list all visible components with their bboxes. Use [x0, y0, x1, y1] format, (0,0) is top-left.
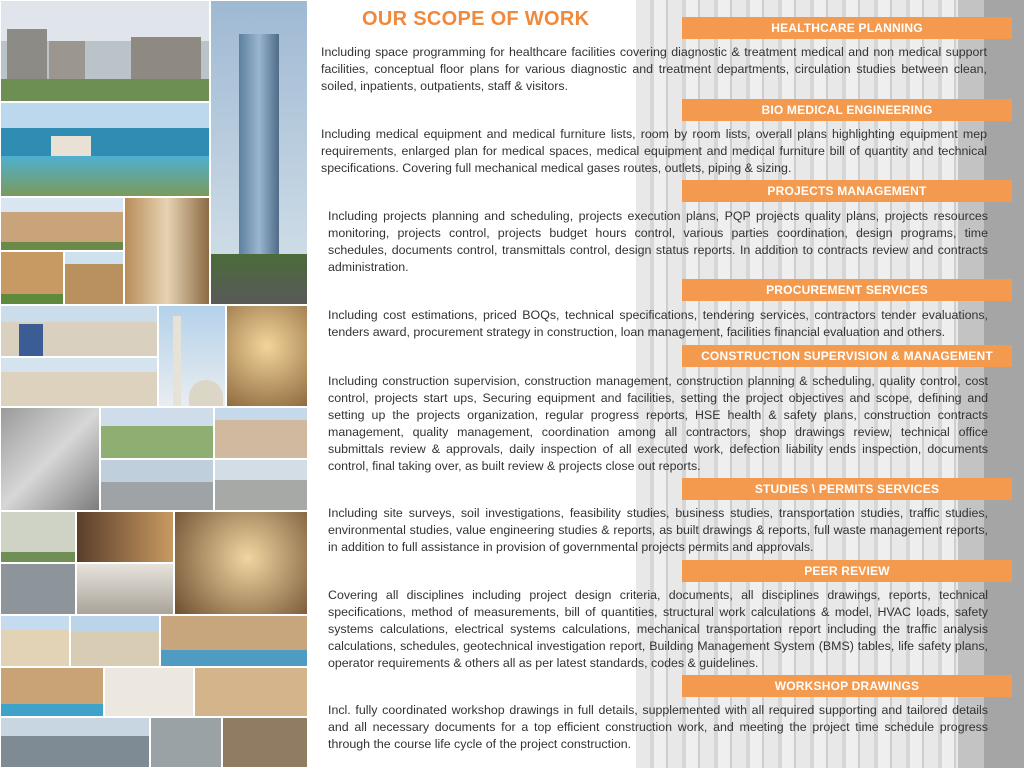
- heading-bio-medical-engineering: BIO MEDICAL ENGINEERING: [682, 99, 1012, 121]
- heading-peer-review: PEER REVIEW: [682, 560, 1012, 582]
- photo-bridge: [0, 717, 150, 768]
- photo-tower: [210, 0, 308, 305]
- photo-white-villa: [104, 667, 194, 717]
- photo-resort-beach: [0, 102, 210, 197]
- photo-factory: [100, 459, 214, 511]
- page-title: OUR SCOPE OF WORK: [362, 8, 590, 30]
- photo-villas: [0, 197, 124, 251]
- text-bio-medical-engineering: Including medical equipment and medical furniture lists, room by room lists, overall plans highlighting equipment mep requirements, enlarged plan for medical spaces, medical equipment and medical furniture bill of quantity and technical specifications. Covering full mechanical medical gases routes, outlets, piping & sizing.: [321, 127, 987, 175]
- text-procurement-services: Including cost estimations, priced BOQs, technical specifications, tendering services, contractors tender evaluations, tenders award, procurement strategy in construction, loan management, facilities financial evaluation and others.: [328, 308, 988, 339]
- photo-school: [0, 305, 158, 357]
- text-studies-permits: Including site surveys, soil investigations, feasibility studies, business studies, transportation studies, traffic studies, environmental studies, value engineering studies & reports, as built drawings & reports, full waste management reports, in addition to full assistance in provision of governmental projects permits and approvals.: [328, 506, 988, 554]
- photo-mosque: [158, 305, 226, 407]
- heading-projects-management: PROJECTS MANAGEMENT: [682, 180, 1012, 202]
- photo-site-works: [222, 717, 308, 768]
- photo-refinery: [214, 459, 308, 511]
- photo-pool-villas: [0, 667, 104, 717]
- scope-content: [308, 0, 1024, 768]
- photo-hospital: [214, 407, 308, 459]
- photo-stone-villa: [194, 667, 308, 717]
- photo-facade-green: [0, 511, 76, 563]
- photo-city-square: [0, 0, 210, 102]
- photo-warehouse: [0, 563, 76, 615]
- photo-palace: [0, 615, 70, 667]
- photo-modern-interior: [76, 563, 174, 615]
- photo-waterfront: [160, 615, 308, 667]
- heading-construction-supervision: CONSTRUCTION SUPERVISION & MANAGEMENT: [682, 345, 1012, 367]
- heading-workshop-drawings: WORKSHOP DRAWINGS: [682, 675, 1012, 697]
- photo-collage: [0, 0, 308, 768]
- photo-mall-atrium: [124, 197, 210, 305]
- photo-long-building: [0, 357, 158, 407]
- photo-grand-lobby: [174, 511, 308, 615]
- text-peer-review: Covering all disciplines including project design criteria, documents, all disciplines drawings, reports, technical specifications, method of measurements, bill of quantities, structural work calculations & model, HVAC loads, safety systems calculations, electrical systems calculations, mechanical transportation report including the traffic analysis calculations, schedules, geotechnical investigation report, Building Management System (BMS) tables, life safety plans, operator requirements & others all as per latest standards, codes & guidelines.: [328, 588, 988, 670]
- heading-healthcare-planning: HEALTHCARE PLANNING: [682, 17, 1012, 39]
- heading-procurement-services: PROCUREMENT SERVICES: [682, 279, 1012, 301]
- text-construction-supervision: Including construction supervision, construction management, construction planning & scheduling, quality control, cost control, projects start ups, Securing equipment and facilities, setting the project objectives and scope, defining and setting up the projects organization, regular progress reports, HSE health & safety plans, construction contracts management, quality management, coordination among all contractors, shop drawings review, technical office submittals review & approvals, daily inspection of all executed work, defection liability ends inspection, documents control, final taking over, as built review & projects close out reports.: [328, 374, 988, 473]
- text-workshop-drawings: Incl. fully coordinated workshop drawings in full details, supplemented with all required supporting and tailored details and all necessary documents for a top efficient construction work, and meeting the project time schedule progress through the course life cycle of the project construction.: [328, 703, 988, 751]
- photo-model-aerial: [0, 407, 100, 511]
- photo-villa-garden: [0, 251, 64, 305]
- photo-campus-park: [100, 407, 214, 459]
- heading-studies-permits: STUDIES \ PERMITS SERVICES: [682, 478, 1012, 500]
- photo-lounge: [76, 511, 174, 563]
- photo-domed-building: [70, 615, 160, 667]
- photo-cranes: [150, 717, 222, 768]
- photo-hall-interior: [226, 305, 308, 407]
- photo-villa-street: [64, 251, 124, 305]
- text-healthcare-planning: Including space programming for healthcare facilities covering diagnostic & treatment medical and non medical support facilities, conceptual floor plans for various diagnostic and treatment departments, circulation studies between clean, soiled, inpatients, outpatients, staff & visitors.: [321, 45, 987, 93]
- text-projects-management: Including projects planning and scheduling, projects execution plans, PQP projects quality plans, projects resources monitoring, projects control, projects budget hours control, various parties coordination, design programs, time schedules, documents control, transmittals control, design status reports. In addition to contracts review and contracts administration.: [328, 209, 988, 274]
